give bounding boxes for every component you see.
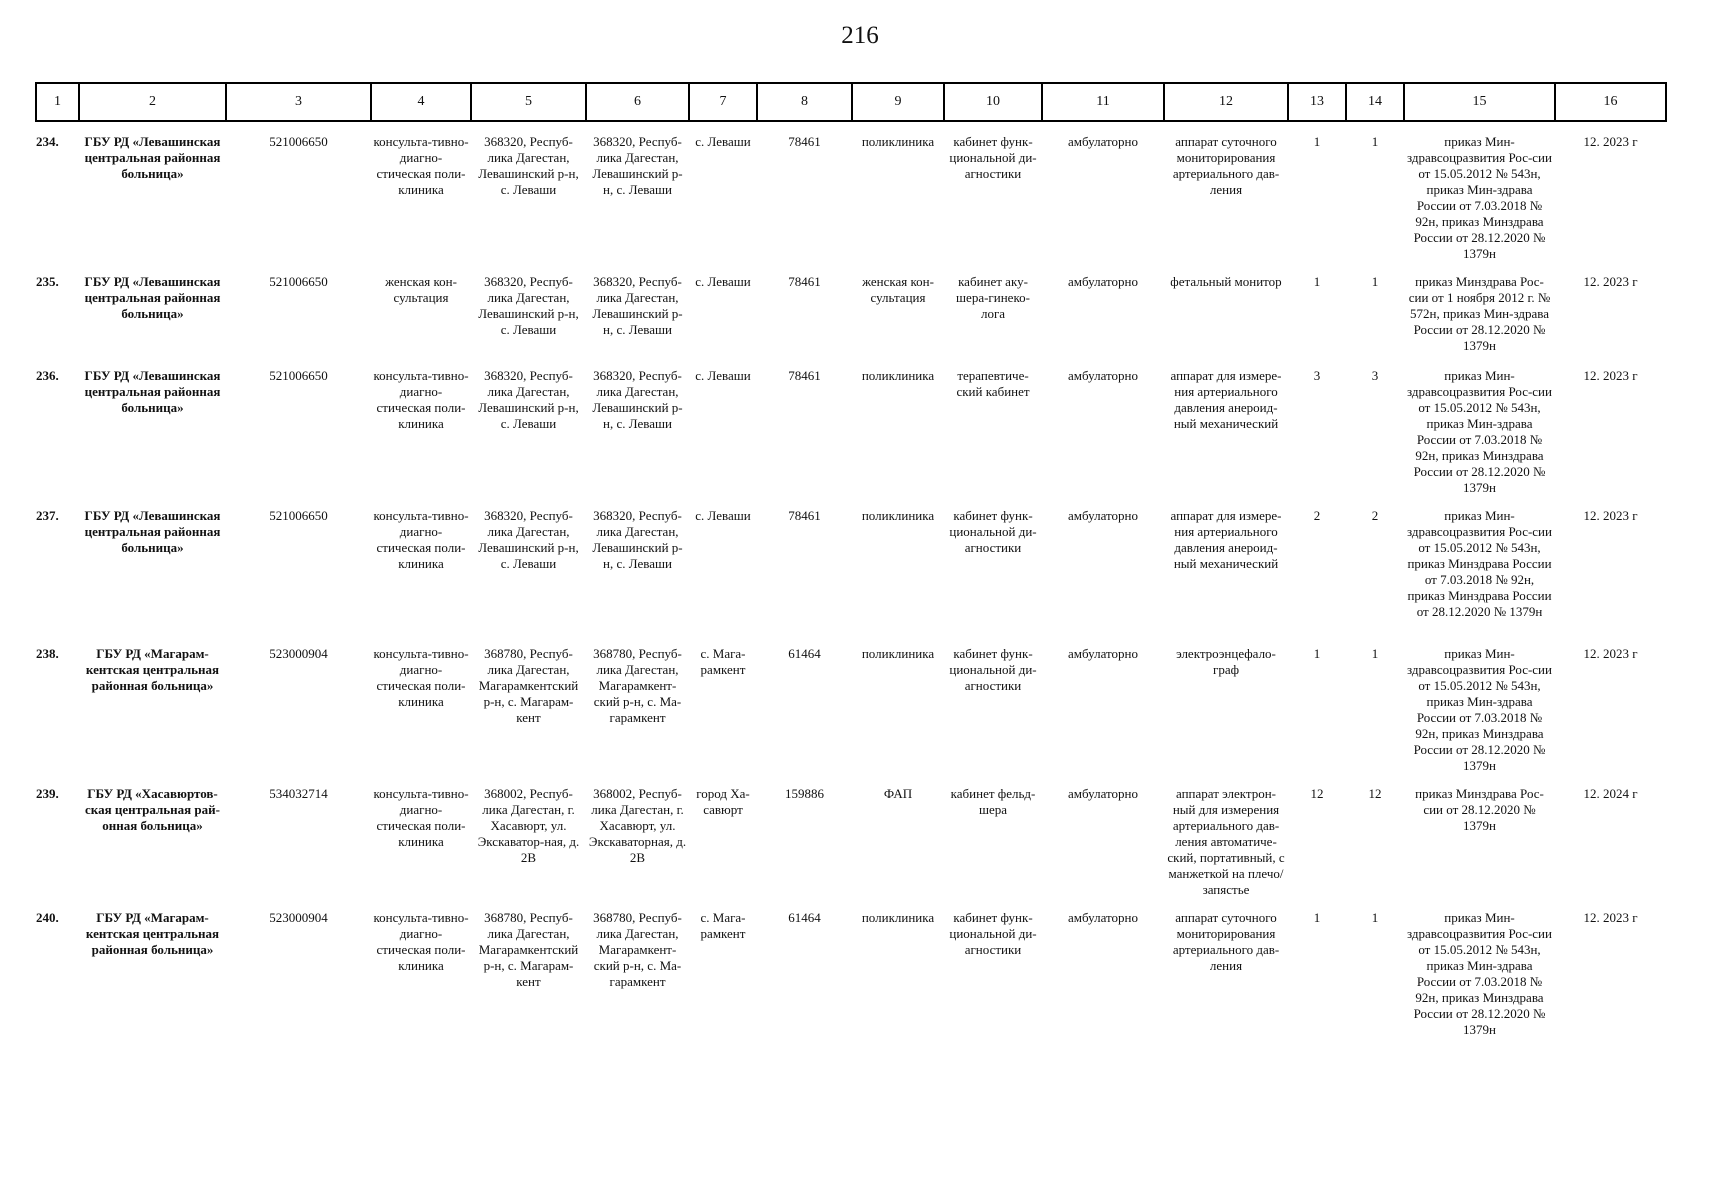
- header-col-1: 1: [36, 83, 79, 121]
- settlement: с. Леваши: [695, 274, 751, 289]
- org-code: 523000904: [269, 646, 328, 661]
- header-col-9: 9: [852, 83, 944, 121]
- row-number: 236.: [36, 368, 59, 383]
- quantity-needed: 1: [1313, 910, 1321, 925]
- page-number: 216: [841, 22, 879, 49]
- header-row: [36, 83, 1666, 121]
- quantity-planned: 3: [1371, 368, 1379, 383]
- deadline: 12. 2023 г: [1583, 368, 1638, 383]
- legal-basis: приказ Минздрава Рос-сии от 28.12.2020 № 1379н: [1415, 786, 1544, 833]
- settlement: с. Мага-рамкент: [700, 910, 746, 941]
- org-code: 534032714: [269, 786, 328, 801]
- room: кабинет фельд-шера: [950, 786, 1036, 817]
- care-conditions: амбулаторно: [1068, 368, 1138, 383]
- equipment-name: аппарат суточного мониторирования артериального дав-ления: [1172, 910, 1280, 973]
- department: поликлиника: [861, 910, 935, 925]
- care-conditions: амбулаторно: [1068, 786, 1138, 801]
- header-col-10: 10: [944, 83, 1042, 121]
- organization-name: ГБУ РД «Левашинская центральная районная больница»: [84, 508, 221, 555]
- table-row: [36, 356, 1666, 496]
- organization-name: ГБУ РД «Левашинская центральная районная больница»: [84, 134, 221, 181]
- header-col-3: 3: [226, 83, 371, 121]
- population: 78461: [788, 508, 821, 523]
- header-col-5: 5: [471, 83, 586, 121]
- quantity-planned: 1: [1371, 910, 1379, 925]
- table-header: [36, 83, 1666, 121]
- quantity-needed: 1: [1313, 274, 1321, 289]
- quantity-planned: 1: [1371, 646, 1379, 661]
- deadline: 12. 2023 г: [1583, 646, 1638, 661]
- organization-name: ГБУ РД «Хасавюртов-ская центральная рай-онная больница»: [85, 786, 220, 833]
- header-col-6: 6: [586, 83, 689, 121]
- facility-type: женская кон-сультация: [385, 274, 457, 305]
- quantity-planned: 1: [1371, 134, 1379, 149]
- header-col-16: 16: [1555, 83, 1666, 121]
- legal-basis: приказ Мин-здравсоцразвития Рос-сии от 15.05.2012 № 543н, приказ Минздрава России от 7.03.2018 № 92н, приказ Минздрава России от 28.12.2020 № 1379н: [1407, 508, 1552, 619]
- care-conditions: амбулаторно: [1068, 508, 1138, 523]
- facility-address: 368002, Респуб-лика Дагестан, г. Хасавюрт, ул. Экскаватор-ная, д. 2В: [477, 786, 580, 865]
- table-row: [36, 774, 1666, 898]
- facility-address: 368320, Респуб-лика Дагестан, Левашинский р-н, с. Леваши: [478, 134, 579, 197]
- deadline: 12. 2023 г: [1583, 910, 1638, 925]
- row-number: 240.: [36, 910, 59, 925]
- equipment-name: фетальный монитор: [1170, 274, 1282, 289]
- header-col-8: 8: [757, 83, 852, 121]
- care-conditions: амбулаторно: [1068, 134, 1138, 149]
- header-col-2: 2: [79, 83, 226, 121]
- header-col-13: 13: [1288, 83, 1346, 121]
- department: поликлиника: [861, 646, 935, 661]
- quantity-planned: 1: [1371, 274, 1379, 289]
- org-code: 521006650: [269, 368, 328, 383]
- department-address: 368320, Респуб-лика Дагестан, Левашинский р-н, с. Леваши: [592, 134, 683, 197]
- population: 78461: [788, 368, 821, 383]
- row-number: 234.: [36, 134, 59, 149]
- room: кабинет функ-циональной ди-агностики: [949, 508, 1037, 555]
- department-address: 368320, Респуб-лика Дагестан, Левашинский р-н, с. Леваши: [592, 274, 683, 337]
- table-row: [36, 898, 1666, 1038]
- row-number: 237.: [36, 508, 59, 523]
- room: кабинет функ-циональной ди-агностики: [949, 910, 1037, 957]
- care-conditions: амбулаторно: [1068, 646, 1138, 661]
- settlement: с. Леваши: [695, 134, 751, 149]
- quantity-needed: 1: [1313, 134, 1321, 149]
- care-conditions: амбулаторно: [1068, 910, 1138, 925]
- facility-type: консульта-тивно-диагно-стическая поли-клиника: [373, 134, 469, 197]
- header-col-4: 4: [371, 83, 471, 121]
- department-address: 368320, Респуб-лика Дагестан, Левашинский р-н, с. Леваши: [592, 508, 683, 571]
- population: 78461: [788, 134, 821, 149]
- settlement: город Ха-савюрт: [696, 786, 750, 817]
- organization-name: ГБУ РД «Левашинская центральная районная больница»: [84, 274, 221, 321]
- header-col-12: 12: [1164, 83, 1288, 121]
- equipment-registry-table: [35, 82, 1667, 1038]
- quantity-planned: 2: [1371, 508, 1379, 523]
- org-code: 521006650: [269, 134, 328, 149]
- legal-basis: приказ Мин-здравсоцразвития Рос-сии от 15.05.2012 № 543н, приказ Мин-здрава России от 7.03.2018 № 92н, приказ Минздрава России от 28.12.2020 № 1379н: [1407, 646, 1552, 773]
- settlement: с. Леваши: [695, 508, 751, 523]
- department-address: 368002, Респуб-лика Дагестан, г. Хасавюрт, ул. Экскаваторная, д. 2В: [588, 786, 687, 865]
- department: поликлиника: [861, 368, 935, 383]
- room: кабинет аку-шера-гинеко-лога: [956, 274, 1030, 321]
- table-row: [36, 634, 1666, 774]
- department: поликлиника: [861, 508, 935, 523]
- org-code: 523000904: [269, 910, 328, 925]
- care-conditions: амбулаторно: [1068, 274, 1138, 289]
- equipment-name: аппарат электрон-ный для измерения артериального дав-ления автоматиче-ский, портативный, с манжеткой на плечо/запястье: [1167, 786, 1285, 897]
- row-number: 239.: [36, 786, 59, 801]
- facility-address: 368320, Респуб-лика Дагестан, Левашинский р-н, с. Леваши: [478, 274, 579, 337]
- facility-address: 368780, Респуб-лика Дагестан, Магарамкентский р-н, с. Магарам-кент: [478, 910, 579, 989]
- quantity-needed: 2: [1313, 508, 1321, 523]
- department-address: 368780, Респуб-лика Дагестан, Магарамкент-ский р-н, с. Ма-гарамкент: [593, 646, 682, 725]
- room: терапевтиче-ский кабинет: [956, 368, 1030, 399]
- table-row: [36, 262, 1666, 356]
- row-number: 238.: [36, 646, 59, 661]
- settlement: с. Мага-рамкент: [700, 646, 746, 677]
- equipment-name: аппарат суточного мониторирования артериального дав-ления: [1172, 134, 1280, 197]
- population: 61464: [788, 646, 821, 661]
- settlement: с. Леваши: [695, 368, 751, 383]
- facility-type: консульта-тивно-диагно-стическая поли-клиника: [373, 508, 469, 571]
- population: 159886: [785, 786, 824, 801]
- department-address: 368320, Респуб-лика Дагестан, Левашинский р-н, с. Леваши: [592, 368, 683, 431]
- deadline: 12. 2024 г: [1583, 786, 1638, 801]
- legal-basis: приказ Мин-здравсоцразвития Рос-сии от 15.05.2012 № 543н, приказ Мин-здрава России от 7.03.2018 № 92н, приказ Минздрава России от 28.12.2020 № 1379н: [1407, 910, 1552, 1037]
- quantity-needed: 1: [1313, 646, 1321, 661]
- department-address: 368780, Респуб-лика Дагестан, Магарамкент-ский р-н, с. Ма-гарамкент: [593, 910, 682, 989]
- deadline: 12. 2023 г: [1583, 508, 1638, 523]
- department: поликлиника: [861, 134, 935, 149]
- legal-basis: приказ Мин-здравсоцразвития Рос-сии от 15.05.2012 № 543н, приказ Мин-здрава России от 7.03.2018 № 92н, приказ Минздрава России от 28.12.2020 № 1379н: [1407, 134, 1552, 261]
- quantity-needed: 12: [1310, 786, 1324, 801]
- org-code: 521006650: [269, 508, 328, 523]
- header-col-14: 14: [1346, 83, 1404, 121]
- equipment-name: аппарат для измере-ния артериального давления анероид-ный механический: [1170, 368, 1282, 431]
- facility-address: 368320, Респуб-лика Дагестан, Левашинский р-н, с. Леваши: [478, 508, 579, 571]
- room: кабинет функ-циональной ди-агностики: [949, 646, 1037, 693]
- org-code: 521006650: [269, 274, 328, 289]
- table-body: [36, 121, 1666, 1038]
- header-col-7: 7: [689, 83, 757, 121]
- population: 61464: [788, 910, 821, 925]
- facility-type: консульта-тивно-диагно-стическая поли-клиника: [373, 910, 469, 973]
- legal-basis: приказ Минздрава Рос-сии от 1 ноября 2012 г. № 572н, приказ Мин-здрава России от 28.12.2020 № 1379н: [1408, 274, 1551, 353]
- deadline: 12. 2023 г: [1583, 274, 1638, 289]
- facility-type: консульта-тивно-диагно-стическая поли-клиника: [373, 646, 469, 709]
- equipment-name: электроэнцефало-граф: [1176, 646, 1276, 677]
- department: женская кон-сультация: [862, 274, 934, 305]
- row-number: 235.: [36, 274, 59, 289]
- organization-name: ГБУ РД «Левашинская центральная районная больница»: [84, 368, 221, 415]
- header-col-11: 11: [1042, 83, 1164, 121]
- organization-name: ГБУ РД «Магарам-кентская центральная районная больница»: [85, 910, 220, 957]
- room: кабинет функ-циональной ди-агностики: [949, 134, 1037, 181]
- department: ФАП: [883, 786, 913, 801]
- quantity-needed: 3: [1313, 368, 1321, 383]
- header-col-15: 15: [1404, 83, 1555, 121]
- table-row: [36, 496, 1666, 634]
- legal-basis: приказ Мин-здравсоцразвития Рос-сии от 15.05.2012 № 543н, приказ Мин-здрава России от 7.03.2018 № 92н, приказ Минздрава России от 28.12.2020 № 1379н: [1407, 368, 1552, 495]
- table-row: [36, 121, 1666, 262]
- facility-address: 368780, Респуб-лика Дагестан, Магарамкентский р-н, с. Магарам-кент: [478, 646, 579, 725]
- quantity-planned: 12: [1368, 786, 1382, 801]
- equipment-name: аппарат для измере-ния артериального давления анероид-ный механический: [1170, 508, 1282, 571]
- facility-address: 368320, Респуб-лика Дагестан, Левашинский р-н, с. Леваши: [478, 368, 579, 431]
- deadline: 12. 2023 г: [1583, 134, 1638, 149]
- organization-name: ГБУ РД «Магарам-кентская центральная районная больница»: [85, 646, 220, 693]
- facility-type: консульта-тивно-диагно-стическая поли-клиника: [373, 368, 469, 431]
- facility-type: консульта-тивно-диагно-стическая поли-клиника: [373, 786, 469, 849]
- population: 78461: [788, 274, 821, 289]
